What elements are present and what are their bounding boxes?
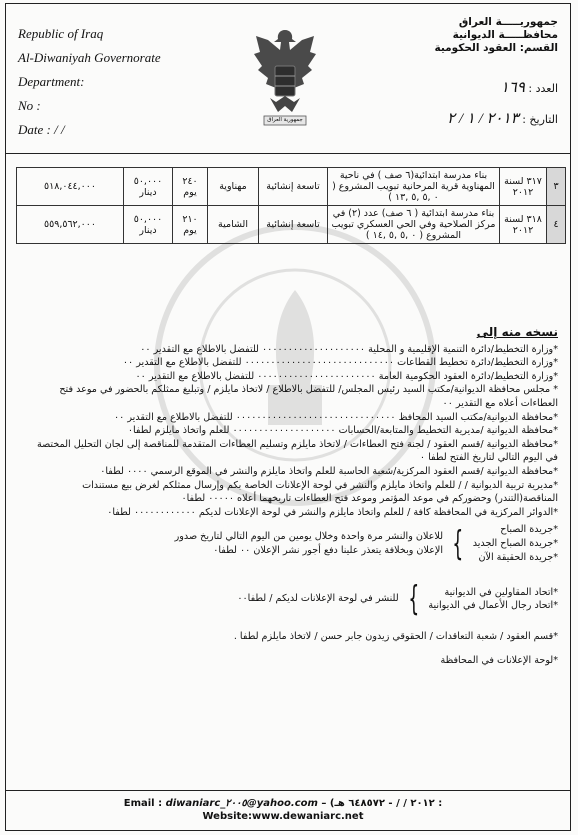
unions-group	[24, 579, 558, 620]
list-item: *اتحاد المقاولين في الديوانية	[444, 586, 558, 598]
project-number: ٣١٧ لسنة ٢٠١٢	[500, 168, 547, 206]
english-letterhead	[18, 22, 161, 142]
country-ar: جمهوريـــــة العراق	[458, 16, 558, 28]
row-index: ٤	[547, 206, 566, 244]
project-duration: ٢١٠ يوم	[173, 206, 208, 244]
tender-fee: ٥٠,٠٠٠ دينار	[124, 206, 173, 244]
project-category: تاسعة إنشائية	[259, 168, 328, 206]
arabic-letterhead	[435, 16, 558, 135]
copies-section	[24, 326, 558, 667]
list-item: *محافظة الديوانية /قسم العقود / لجنة فتح العطاءات / لاتخاذ مايلزم وتسليم العطاءات المتقدمة للمناقصة إلى لجان التحليل المختصة في اليوم التالي لتاريخ الفتح لطفا ٠	[36, 438, 558, 464]
copies-heading: نسخه منه إلى	[476, 325, 558, 339]
list-item: *اتحاد رجال الأعمال في الديوانية	[428, 600, 558, 612]
list-item: *لوحة الإعلانات في المحافظة	[440, 654, 558, 666]
email-address: diwaniarc_٢٠٠٥@yahoo.com	[165, 798, 318, 809]
table-row	[17, 206, 566, 244]
list-item: *وزارة التخطيط/دائرة التنمية الإقليمية و المحلية ٠٠٠٠٠٠٠٠٠٠٠٠٠٠٠٠٠٠٠٠ للتفضل بالاطلاع مع التقدير ٠٠	[140, 343, 558, 355]
list-item: *محافظة الديوانية/مكتب السيد المحافظ ٠٠٠٠٠٠٠٠٠٠٠٠٠٠٠٠٠٠٠٠٠٠٠٠٠٠٠٠٠٠٠ للتفضل بالاطلاع مع التقدير ٠٠	[114, 411, 558, 423]
number-value-ar: ١٦٩	[500, 80, 525, 96]
emblem-caption: جمهورية العراق	[267, 117, 303, 123]
list-item: *جريدة الحقيقة الآن	[478, 551, 558, 563]
estimated-cost: ٥٥٩,٥٦٢,٠٠٠	[17, 206, 124, 244]
estimated-cost: ٥١٨,٠٤٤,٠٠٠	[17, 168, 124, 206]
project-category: تاسعة إنشائية	[259, 206, 328, 244]
list-item: *جريدة الصباح	[500, 524, 558, 536]
list-item: *وزارة التخطيط/دائرة العقود الحكومية العامة ٠٠٠٠٠٠٠٠٠٠٠٠٠٠٠٠٠٠٠٠٠٠٠ للتفضل بالاطلاع مع التقدير ٠٠	[135, 370, 558, 382]
project-location: الشامية	[208, 206, 259, 244]
phone-fax: – (٢٠١٢ / / - ٦٤٨٥٧٢ هـ :	[321, 798, 443, 809]
project-number: ٣١٨ لسنة ٢٠١٢	[500, 206, 547, 244]
list-item: * مجلس محافظة الديوانية/مكتب السيد رئيس المجلس/ للتفضل بالاطلاع / لاتخاذ مايلزم / وتبليغ ممثلكم بالحضور في موعد فتح العطاءات أعلاه مع التقدير ٠٠	[59, 384, 558, 409]
project-description: بناء مدرسة ابتدائية(٦ صف ) في ناحية المهناوية قرية المرحانية تبويب المشروع ( ٠ ,٥ ,٥ ,١٣ )	[328, 168, 500, 206]
brace-icon: }	[408, 579, 419, 620]
tender-fee: ٥٠,٠٠٠ دينار	[124, 168, 173, 206]
department-en: Department:	[18, 74, 85, 89]
project-duration: ٢٤٠ يوم	[173, 168, 208, 206]
list-item: *محافظة الديوانية /مديرية التخطيط والمتابعة/الحسابات ٠٠٠٠٠٠٠٠٠٠٠٠٠٠٠٠٠٠٠٠ للعلم واتخاذ مايلزم لطفا٠	[127, 425, 558, 437]
date-label-ar: التاريخ :	[522, 113, 558, 126]
list-item: *قسم العقود / شعبة التعاقدات / الحقوقي زيدون جابر حسن / لاتخاذ مايلزم لطفا .	[233, 631, 558, 643]
unions-list	[428, 586, 558, 613]
date-value-ar: ٢٠١٣ / ١ / ٢	[447, 111, 519, 127]
project-description: بناء مدرسة ابتدائية ( ٦ صف) عدد (٢) في مركز الصلاحية وفي الحي العسكري تبويب المشروع ( ٠ ,٥ ,٥ ,١٤ )	[328, 206, 500, 244]
list-item: *وزارة التخطيط/دائرة تخطيط القطاعات ٠٠٠٠٠٠٠٠٠٠٠٠٠٠٠٠٠٠٠٠٠٠٠٠٠٠٠٠٠ للتفضل بالاطلاع مع التقدير ٠٠	[122, 357, 558, 369]
number-en: No :	[18, 98, 41, 113]
footer	[0, 797, 566, 823]
newspapers-list	[473, 523, 558, 564]
list-item: *مديرية تربية الديوانية / / للعلم واتخاذ مايلزم والنشر في لوحة الإعلانات الخاصة بكم وإرسال ممثلكم لغرض بيع مستندات المناقصة(التندر) وحضوركم في موعد المؤتمر وموعد فتح العطاءات تاريخهما أعلاه ٠٠٠٠٠ لطفا٠	[82, 479, 558, 505]
date-en: Date : / /	[18, 122, 65, 137]
website: Website:www.dewaniarc.net	[202, 811, 364, 822]
list-item: *جريدة الصباح الجديد	[472, 537, 558, 549]
header-divider	[5, 153, 571, 154]
iraq-eagle-emblem-icon	[248, 22, 322, 132]
newspapers-group	[24, 523, 558, 564]
list-item: *الدوائر المركزية في المحافظة كافة / للعلم واتخاذ مايلزم والنشر في لوحة الإعلانات لديكم ٠٠٠٠٠٠٠٠٠٠٠٠ لطفا٠	[107, 506, 558, 518]
footer-divider	[5, 790, 571, 791]
projects-table	[16, 167, 566, 244]
project-location: مهناوية	[208, 168, 259, 206]
brace-icon: }	[452, 523, 464, 564]
table-row	[17, 168, 566, 206]
list-item: *محافظة الديوانية /قسم العقود المركزية/شعبة الحاسبة للعلم واتخاذ مايلزم والنشر في الموقع الرسمي ٠٠٠٠ لطفا٠	[100, 465, 558, 477]
number-label-ar: العدد :	[528, 82, 558, 95]
row-index: ٣	[547, 168, 566, 206]
country-en: Republic of Iraq	[18, 26, 104, 41]
unions-note: للنشر في لوحة الإعلانات لديكم / لطفا٠٠	[237, 593, 399, 605]
department-ar: القسم: العقود الحكومية	[434, 42, 558, 54]
newspapers-note: للاعلان والنشر مرة واحدة وخلال يومين من اليوم التالي لتاريخ صدور الإعلان وبخلافة يتعذر علينا دفع أجور نشر الإعلان ٠٠ لطفا٠	[174, 531, 444, 556]
governorate-ar: محافظـــــة الديوانية	[452, 29, 558, 41]
governorate-en: Al-Diwaniyah Governorate	[18, 50, 161, 65]
email-label: Email :	[123, 798, 163, 809]
letter-meta	[435, 73, 558, 135]
